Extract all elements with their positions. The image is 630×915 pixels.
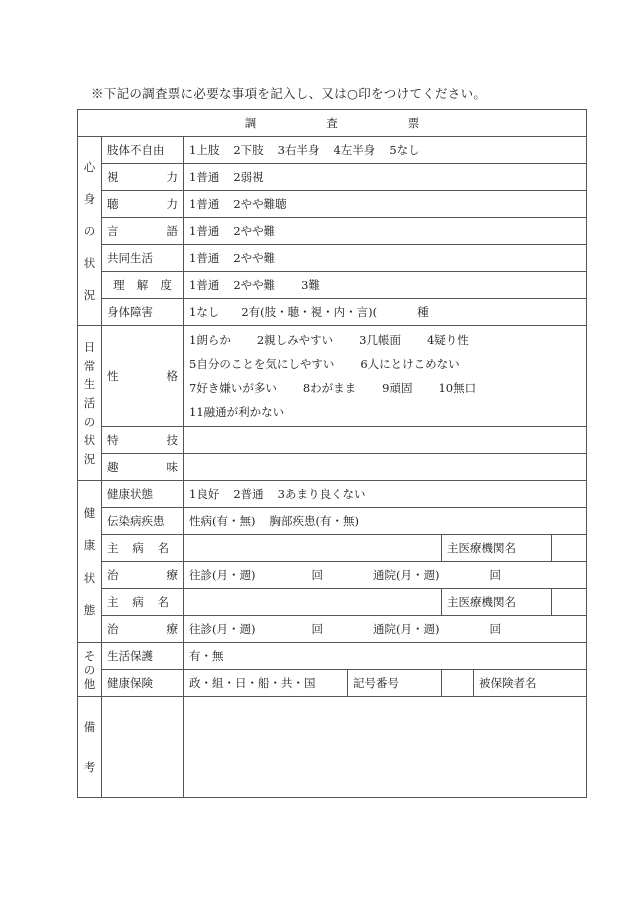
remarks-section-label: 備 考 — [78, 697, 102, 798]
physical-handicap-label: 身体障害 — [102, 299, 184, 326]
institution-field-2[interactable] — [552, 589, 587, 616]
insurance-type-options[interactable]: 政・組・日・船・共・国 — [184, 670, 348, 697]
main-disease-label-2: 主 病 名 — [102, 589, 184, 616]
institution-label: 主医療機関名 — [442, 535, 552, 562]
health-condition-label: 健康状態 — [102, 481, 184, 508]
insurance-label: 健康保険 — [102, 670, 184, 697]
speech-label: 言 語 — [102, 218, 184, 245]
hobby-field[interactable] — [184, 454, 587, 481]
remarks-blank-cell — [102, 697, 184, 798]
mind-body-section-label: 心 身 の 状 況 — [78, 137, 102, 326]
group-living-label: 共同生活 — [102, 245, 184, 272]
personality-label: 性 格 — [102, 326, 184, 427]
institution-field[interactable] — [552, 535, 587, 562]
symbol-number-label: 記号番号 — [348, 670, 442, 697]
remarks-field[interactable] — [184, 697, 587, 798]
welfare-options[interactable]: 有・無 — [184, 643, 587, 670]
survey-form — [77, 109, 587, 798]
symbol-number-field[interactable] — [442, 670, 474, 697]
personality-options[interactable]: 1朗らか 2親しみやすい 3几帳面 4疑り性 5自分のことを気にしやすい 6人にとけこめない 7好き嫌いが多い 8わがまま 9頑固 10無口 11融通が利かない — [184, 326, 587, 427]
treatment-options[interactable]: 往診(月・週) 回 通院(月・週) 回 — [184, 562, 587, 589]
physical-handicap-options[interactable]: 1なし 2有(肢・聴・視・内・言)( 種 — [184, 299, 587, 326]
infectious-disease-options[interactable]: 性病(有・無) 胸部疾患(有・無) — [184, 508, 587, 535]
insured-name-label: 被保険者名 — [474, 670, 587, 697]
other-section-label: そ の 他 — [78, 643, 102, 697]
institution-label-2: 主医療機関名 — [442, 589, 552, 616]
welfare-label: 生活保護 — [102, 643, 184, 670]
hearing-options[interactable]: 1普通 2やや難聴 — [184, 191, 587, 218]
instruction-notice: ※下記の調査票に必要な事項を記入し、又は○印をつけてください。 — [91, 86, 487, 101]
treatment-label-2: 治 療 — [102, 616, 184, 643]
vision-label: 視 力 — [102, 164, 184, 191]
hearing-label: 聴 力 — [102, 191, 184, 218]
treatment-options-2[interactable]: 往診(月・週) 回 通院(月・週) 回 — [184, 616, 587, 643]
special-skill-field[interactable] — [184, 427, 587, 454]
main-disease-field[interactable] — [184, 535, 442, 562]
main-disease-label: 主 病 名 — [102, 535, 184, 562]
comprehension-label: 理 解 度 — [102, 272, 184, 299]
hobby-label: 趣 味 — [102, 454, 184, 481]
speech-options[interactable]: 1普通 2やや難 — [184, 218, 587, 245]
main-disease-field-2[interactable] — [184, 589, 442, 616]
physical-disability-options[interactable]: 1上肢 2下肢 3右半身 4左半身 5なし — [184, 137, 587, 164]
physical-disability-label: 肢体不自由 — [102, 137, 184, 164]
comprehension-options[interactable]: 1普通 2やや難 3難 — [184, 272, 587, 299]
infectious-disease-label: 伝染病疾患 — [102, 508, 184, 535]
special-skill-label: 特 技 — [102, 427, 184, 454]
health-condition-options[interactable]: 1良好 2普通 3あまり良くない — [184, 481, 587, 508]
group-living-options[interactable]: 1普通 2やや難 — [184, 245, 587, 272]
daily-life-section-label: 日 常 生 活 の 状 況 — [78, 326, 102, 481]
treatment-label: 治 療 — [102, 562, 184, 589]
health-section-label: 健 康 状 態 — [78, 481, 102, 643]
vision-options[interactable]: 1普通 2弱視 — [184, 164, 587, 191]
form-title: 調 査 票 — [78, 110, 587, 137]
